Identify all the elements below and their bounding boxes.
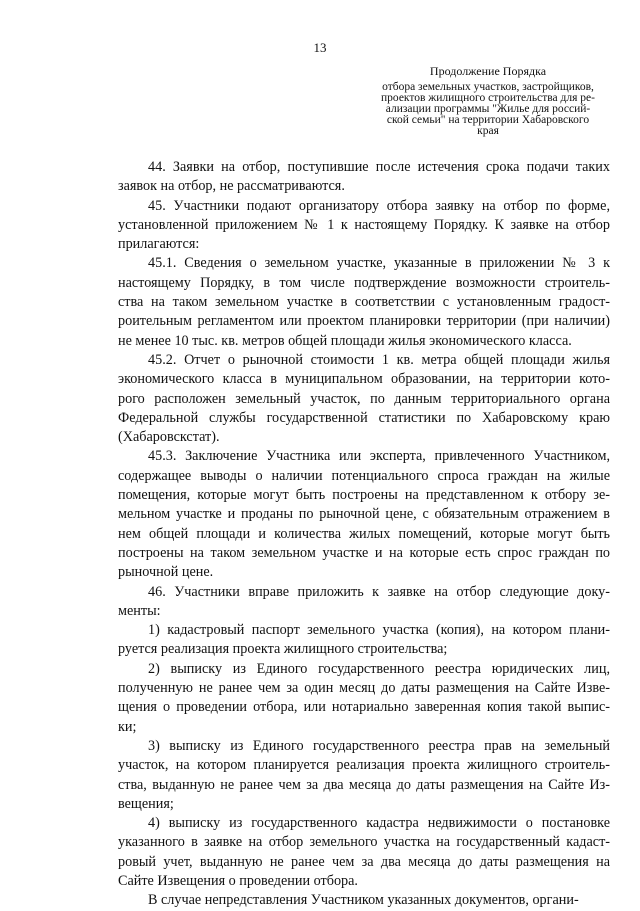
paragraph-line: помещения, которые могут быть построены на представленном к отбору зе- [118, 487, 610, 504]
paragraph-line: указанного в заявке на отбор земельного участка на государственный кадаст- [118, 834, 610, 851]
paragraph-line: полученную не ранее чем за один месяц до даты размещения на Сайте Изве- [118, 680, 610, 697]
paragraph-line: содержащее выводы о наличии потенциального спроса граждан на жилые [118, 467, 610, 484]
paragraph-line: 1) кадастровый паспорт земельного участка (копия), на котором плани- [148, 622, 610, 639]
paragraph [118, 660, 610, 737]
paragraph [118, 814, 610, 891]
paragraph-line: 2) выписку из Единого государственного реестра юридических лиц, [148, 660, 610, 677]
header-subtitle-line: края [477, 125, 499, 137]
paragraph-line: 3) выписку из Единого государственного реестра прав на земельный [148, 737, 610, 754]
header-subtitle-line: ализации программы "Жилье для россий- [385, 103, 591, 115]
paragraph-line: 44. Заявки на отбор, поступившие после истечения срока подачи таких [148, 159, 610, 175]
paragraph-line: Федеральной службы государственной статистики по Хабаровскому краю [118, 409, 610, 426]
paragraph-line: вещения; [118, 795, 174, 812]
paragraph-line: ки; [118, 718, 137, 735]
paragraph-line: В случае непредставления Участником указанных документов, органи- [148, 892, 579, 909]
paragraph-line: 45.3. Заключение Участника или эксперта, привлеченного Участником, [148, 448, 610, 465]
page-number: 13 [313, 40, 327, 55]
paragraph-line: не менее 10 тыс. кв. метров общей площади жилья экономического класса. [118, 332, 572, 349]
paragraph-line: 46. Участники вправе приложить к заявке на отбор следующие доку- [148, 583, 610, 600]
paragraph [118, 254, 610, 350]
header-subtitle-line: отбора земельных участков, застройщиков, [382, 81, 594, 93]
paragraph-line: 45. Участники подают организатору отбора заявку на отбор по форме, [148, 197, 610, 214]
paragraph-line: прилагаются: [118, 236, 200, 253]
header-subtitle [360, 82, 616, 137]
paragraph-line: роительным регламентом или проектом планировки территории (при наличии) [118, 313, 610, 330]
document-body [118, 158, 610, 911]
paragraph [118, 447, 610, 582]
paragraph-line: менты: [118, 602, 161, 619]
paragraph-line: ства на таком земельном участке в соответствии с установленным градост- [118, 294, 610, 311]
paragraph-line: установленной приложением № 1 к настоящему Порядку. К заявке на отбор [118, 216, 610, 233]
paragraph-line: нем общей площади и количества жилых помещений, которые могут быть [118, 525, 610, 542]
paragraph [118, 158, 610, 197]
paragraph-line: настоящему Порядку, в том числе подтверждение возможности строитель- [118, 274, 610, 291]
paragraph [118, 583, 610, 622]
paragraph [118, 197, 610, 255]
paragraph-line: руется реализация проекта жилищного строительства; [118, 641, 448, 658]
continuation-header [360, 66, 616, 137]
paragraph [118, 621, 610, 660]
paragraph [118, 891, 610, 910]
header-subtitle-line: проектов жилищного строительства для ре- [381, 92, 595, 104]
paragraph-line: мельном участке и проданы по рыночной цене, с обязательным отражением в [118, 506, 610, 523]
paragraph [118, 737, 610, 814]
paragraph-line: участок, на котором планируется реализация проекта жилищного строитель- [118, 757, 610, 774]
paragraph-line: экономического класса в муниципальном образовании, на территории кото- [118, 371, 610, 388]
paragraph-line: рыночной цене. [118, 564, 214, 581]
paragraph-line: построены на таком земельном участке и на которые есть спрос граждан по [118, 544, 610, 561]
header-subtitle-line: ской семьи" на территории Хабаровского [386, 114, 590, 126]
paragraph-line: Сайте Извещения о проведении отбора. [118, 872, 358, 889]
paragraph-line: (Хабаровскстат). [118, 429, 220, 446]
paragraph-line: 45.2. Отчет о рыночной стоимости 1 кв. метра общей площади жилья [148, 351, 610, 368]
continuation-title: Продолжение Порядка [429, 64, 547, 78]
paragraph-line: ства, выданную не ранее чем за два месяца до даты размещения на Сайте Из- [118, 776, 610, 793]
paragraph-line: ровый учет, выданную не ранее чем за два месяца до даты размещения на [118, 853, 610, 870]
paragraph-line: 45.1. Сведения о земельном участке, указанные в приложении № 3 к [148, 255, 610, 272]
paragraph-line: рого расположен земельный участок, по данным территориального органа [118, 390, 610, 407]
paragraph-line: щения о проведении отбора, или нотариально заверенная копия такой выпис- [118, 699, 610, 716]
paragraph-line: 4) выписку из государственного кадастра недвижимости о постановке [148, 815, 610, 832]
paragraph [118, 351, 610, 447]
paragraph-line: заявок на отбор, не рассматриваются. [118, 178, 345, 195]
